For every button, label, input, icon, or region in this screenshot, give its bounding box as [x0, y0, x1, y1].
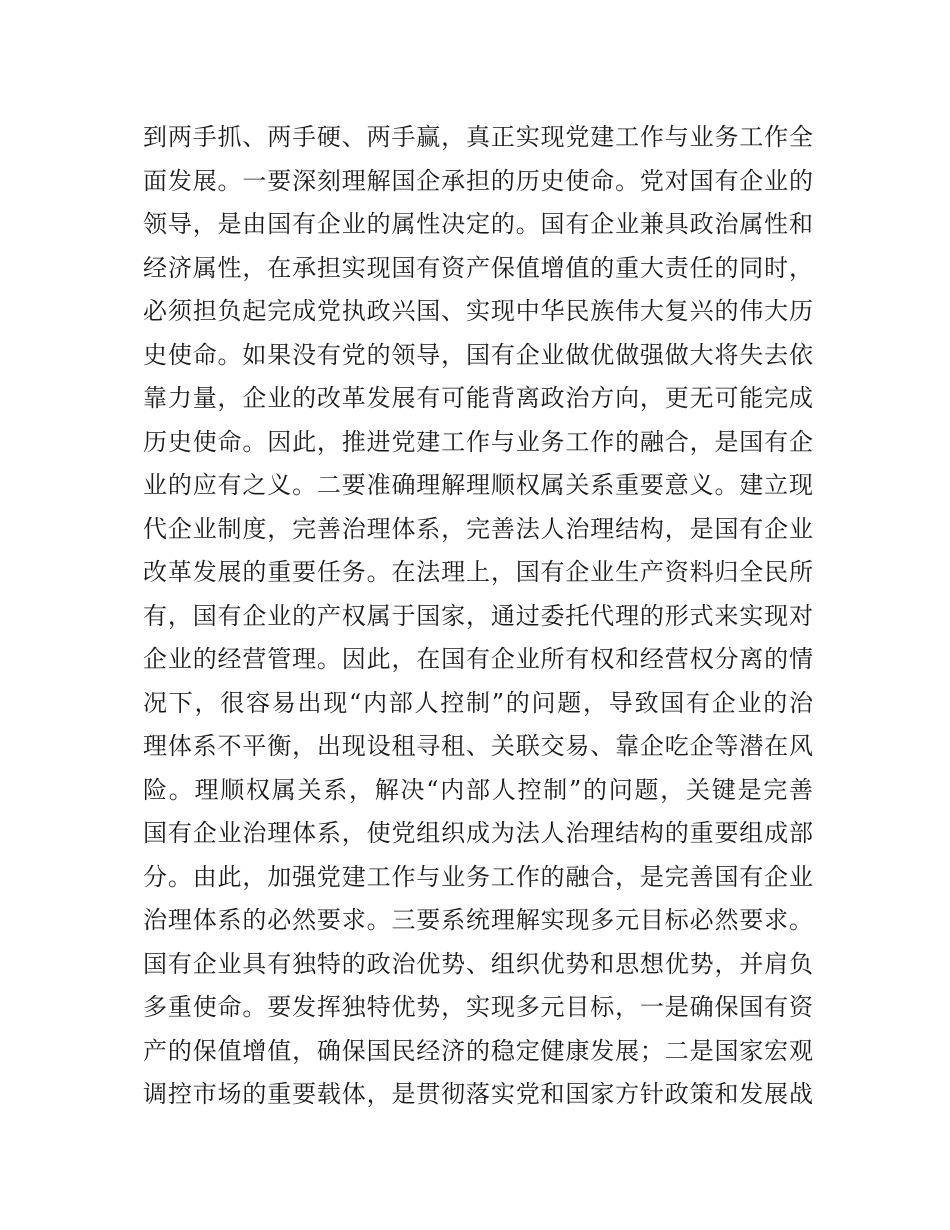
text-line-22: 产的保值增值，确保国民经济的稳定健康发展；二是国家宏观: [143, 1036, 813, 1065]
text-line-6: 史使命。如果没有党的领导，国有企业做优做强做大将失去依: [143, 340, 813, 369]
text-line-15: 理体系不平衡，出现设租寻租、关联交易、靠企吃企等潜在风: [143, 732, 813, 760]
text-line-8: 历史使命。因此，推进党建工作与业务工作的融合，是国有企: [143, 427, 813, 456]
text-line-11: 改革发展的重要任务。在法理上，国有企业生产资料归全民所: [143, 558, 813, 586]
text-line-5: 必须担负起完成党执政兴国、实现中华民族伟大复兴的伟大历: [143, 297, 813, 325]
body-text: [143, 116, 813, 1117]
text-line-20: 国有企业具有独特的政治优势、组织优势和思想优势，并肩负: [143, 949, 813, 978]
text-line-17: 国有企业治理体系，使党组织成为法人治理结构的重要组成部: [143, 819, 813, 847]
text-line-18: 分。由此，加强党建工作与业务工作的融合，是完善国有企业: [143, 862, 813, 891]
text-line-4: 经济属性，在承担实现国有资产保值增值的重大责任的同时，: [143, 253, 813, 282]
text-line-12: 有，国有企业的产权属于国家，通过委托代理的形式来实现对: [143, 601, 813, 630]
text-line-14: 况下，很容易出现“内部人控制”的问题，导致国有企业的治: [143, 688, 813, 717]
text-line-7: 靠力量，企业的改革发展有可能背离政治方向，更无可能完成: [143, 384, 813, 412]
text-line-1: 到两手抓、两手硬、两手赢，真正实现党建工作与业务工作全: [143, 123, 813, 151]
text-line-10: 代企业制度，完善治理体系，完善法人治理结构，是国有企业: [143, 514, 813, 543]
text-line-23: 调控市场的重要载体，是贯彻落实党和国家方针政策和发展战: [143, 1080, 813, 1108]
text-line-16: 险。理顺权属关系，解决“内部人控制”的问题，关键是完善: [143, 775, 813, 804]
text-line-21: 多重使命。要发挥独特优势，实现多元目标，一是确保国有资: [143, 993, 813, 1021]
text-line-13: 企业的经营管理。因此，在国有企业所有权和经营权分离的情: [143, 645, 813, 673]
text-line-2: 面发展。一要深刻理解国企承担的历史使命。党对国有企业的: [143, 166, 813, 195]
text-line-9: 业的应有之义。二要准确理解理顺权属关系重要意义。建立现: [143, 471, 813, 499]
text-line-19: 治理体系的必然要求。三要系统理解实现多元目标必然要求。: [143, 906, 813, 934]
text-line-3: 领导，是由国有企业的属性决定的。国有企业兼具政治属性和: [143, 210, 813, 238]
